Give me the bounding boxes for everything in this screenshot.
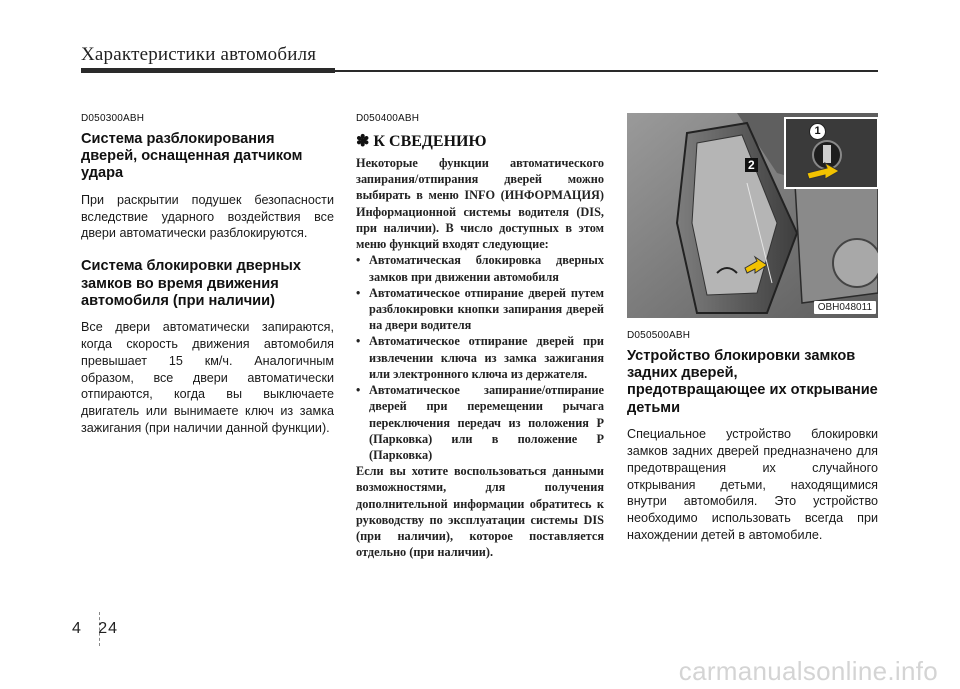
note-intro: Некоторые функции автоматического запирания/отпирания дверей можно выбирать в меню INFO (ИНФОРМАЦИЯ) Информационной системы водителя (DIS, при наличии). В число доступных в этом меню функций входят следующие:: [356, 156, 604, 252]
chapter-number: 4: [72, 620, 82, 637]
header-accent-bar: [81, 68, 335, 73]
note-code: D050400ABH: [356, 113, 420, 124]
note-list-item: • Автоматическая блокировка дверных замков при движении автомобиля: [356, 252, 604, 284]
car-rear-door-drawing: [627, 113, 878, 318]
middle-column: [356, 113, 604, 560]
section-heading-child-lock: Устройство блокировки замков задних дверей, предотвращающее их открывание детьми: [627, 348, 878, 416]
child-lock-illustration: [627, 113, 878, 318]
note-feature-list: [356, 252, 604, 463]
note-outro: Если вы хотите воспользоваться данными возможностями, для получения дополнительной информации обратитесь к руководству по эксплуатации системы DIS (при наличии), которое поставляется отдельно (при наличии).: [356, 464, 604, 560]
section-body-child-lock: Специальное устройство блокировки замков задних дверей предназначено для предотвращения их случайного открывания детьми, находящимися внутри автомобиля. Это устройство необходимо использовать всегда при нахождении детей в автомобиле.: [627, 426, 878, 543]
page-header-title: Характеристики автомобиля: [81, 44, 317, 65]
section-code: D050300ABH: [81, 113, 145, 124]
section-heading-impact-unlock: Система разблокирования дверей, оснащенная датчиком удара: [81, 131, 303, 182]
note-list-item: • Автоматическое запирание/отпирание дверей при перемещении рычага переключения передач из положения P (Парковка) или в положение P (Парковка): [356, 382, 604, 463]
right-column: [627, 113, 878, 560]
note-list-item: • Автоматическое отпирание дверей при извлечении ключа из замка зажигания или электронного ключа из держателя.: [356, 333, 604, 382]
callout-2: 2: [745, 158, 758, 172]
section-body-speed-lock: Все двери автоматически запираются, когда скорость движения автомобиля превышает 15 км/ч. Аналогичным образом, все двери автоматически отпираются, когда вы выключаете двигатель или вынимаете ключ из замка зажигания (при наличии данной функции).: [81, 319, 334, 436]
section-body-impact-unlock: При раскрытии подушек безопасности вследствие ударного воздействия все двери автоматически разблокируются.: [81, 192, 334, 241]
page-number-value: 24: [98, 620, 119, 637]
left-column: [81, 113, 334, 453]
note-list-item: • Автоматическое отпирание дверей путем разблокировки кнопки запирания дверей на двери водителя: [356, 285, 604, 334]
header-rule: [335, 70, 878, 72]
callout-1: 1: [809, 123, 826, 140]
figure-code-label: OBH048011: [814, 301, 876, 314]
note-title: ✽ К СВЕДЕНИЮ: [356, 133, 487, 150]
section-code: D050500ABH: [627, 330, 691, 341]
page-number: [72, 620, 118, 638]
watermark-text: carmanualsonline.info: [678, 656, 938, 686]
section-heading-speed-lock: Система блокировки дверных замков во время движения автомобиля (при наличии): [81, 258, 301, 309]
